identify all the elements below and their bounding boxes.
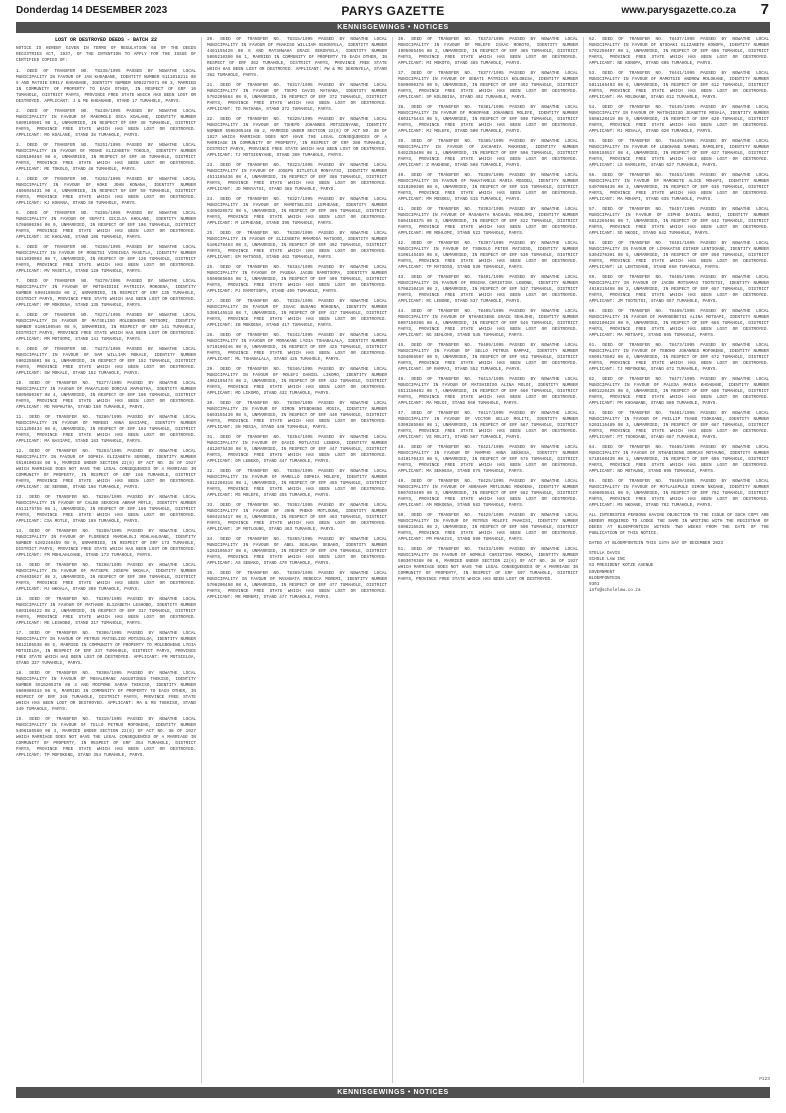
deed-notice-entry: 38. DEED OF TRANSFER NO. T8381/1995 PASSED BY NGWATHE LOCAL MUNICIPALITY IN FAVOUR OF MOKOPANE JOHANNES MOLEFE, IDENTITY NUMBER 4603175443 08 5, UNMARRIED, IN RESPECT OF ERF 500 TUMAHOLE, DISTRICT PARYS, PROVINCE FREE STATE WHICH HAS BEEN LOST OR DESTROYED. APPLICANT: MJ MOLEFE, STAND 500 TUMAHOLE, PARYS. — [398, 105, 578, 134]
deed-notice-entry: 12. DEED OF TRANSFER NO. T8283/1995 PASSED BY NGWATHE LOCAL MUNICIPALITY IN FAVOUR OF SOPHIA ELIZABETH SEROBE, IDENTITY NUMBER 5510100348 08 5, MARRIED UNDER SECTION 22(6) OF ACT NO. 38 OF 1927 WHICH MARRIAGE DOES NOT HAVE THE LEGAL CONSEQUENCES OF A MARRIAGE IN COMMUNITY OF PROPERTY, IN RESPECT OF ERF 166 TUMAHOLE, DISTRICT PARYS, PROVINCE FREE STATE WHICH HAS BEEN LOST OR DESTROYED. APPLICANT: SE SEROBE, STAND 166 TUMAHOLE, PARYS. — [16, 449, 196, 490]
deed-notice-entry: 31. DEED OF TRANSFER NO. T8354/1995 PASSED BY NGWATHE LOCAL MUNICIPALITY IN FAVOUR OF DAVID MOTLATSI LEBEKO, IDENTITY NUMBER 4812075430 08 9, UNMARRIED, IN RESPECT OF ERF 447 TUMAHOLE, DISTRICT PARYS, PROVINCE FREE STATE WHICH HAS BEEN LOST OR DESTROYED. APPLICANT: DM LEBEKO, STAND 447 TUMAHOLE, PARYS. — [207, 435, 387, 464]
deed-notice-entry: 18. DEED OF TRANSFER NO. T8308/1995 PASSED BY NGWATHE LOCAL MUNICIPALITY IN FAVOUR OF MOSALEMANE AUGUSTINUS THEKISO, IDENTITY NUMBER 5510205370 08 3 AND MOIPONE SARAH THEKISO, IDENTITY NUMBER 5609080344 08 9, MARRIED IN COMMUNITY OF PROPERTY TO EACH OTHER, IN RESPECT OF ERF 349 TUMAHOLE, DISTRICT PARYS, PROVINCE FREE STATE WHICH HAS BEEN LOST OR DESTROYED. APPLICANT: MA & MS THEKISO, STAND 349 TUMAHOLE, PARYS. — [16, 671, 196, 712]
deed-notice-entry: 58. DEED OF TRANSFER NO. T8461/1995 PASSED BY NGWATHE LOCAL MUNICIPALITY IN FAVOUR OF LIMAKATSO ESTHER LENTSOANE, IDENTITY NUMBER 5304270391 08 5, UNMARRIED, IN RESPECT OF ERF 650 TUMAHOLE, DISTRICT PARYS, PROVINCE FREE STATE WHICH HAS BEEN LOST OR DESTROYED. APPLICANT: LE LENTSOANE, STAND 650 TUMAHOLE, PARYS. — [589, 241, 769, 270]
deed-notice-entry: 34. DEED OF TRANSFER NO. T8365/1995 PASSED BY NGWATHE LOCAL MUNICIPALITY IN FAVOUR OF ABEL SEHLABA SEBAKO, IDENTITY NUMBER 5203105537 08 6, UNMARRIED, IN RESPECT OF ERF 470 TUMAHOLE, DISTRICT PARYS, PROVINCE FREE STATE WHICH HAS BEEN LOST OR DESTROYED. APPLICANT: AS SEBAKO, STAND 470 TUMAHOLE, PARYS. — [207, 537, 387, 566]
notices-banner-bottom: KENNISGEWINGS • NOTICES — [16, 1087, 770, 1098]
column-divider — [392, 37, 393, 1083]
deed-notice-entry: 36. DEED OF TRANSFER NO. T8373/1995 PASSED BY NGWATHE LOCAL MUNICIPALITY IN FAVOUR OF MOLEFE ISAAC MOKOTO, IDENTITY NUMBER 4905065456 08 2, UNMARRIED, IN RESPECT OF ERF 485 TUMAHOLE, DISTRICT PARYS, PROVINCE FREE STATE WHICH HAS BEEN LOST OR DESTROYED. APPLICANT: MI MOKOTO, STAND 485 TUMAHOLE, PARYS. — [398, 37, 578, 66]
column-divider — [201, 37, 202, 1083]
deed-notice-entry: 45. DEED OF TRANSFER NO. T8409/1995 PASSED BY NGWATHE LOCAL MUNICIPALITY IN FAVOUR OF SELLO PETRUS RAMPAI, IDENTITY NUMBER 5204065507 08 9, UNMARRIED, IN RESPECT OF ERF 552 TUMAHOLE, DISTRICT PARYS, PROVINCE FREE STATE WHICH HAS BEEN LOST OR DESTROYED. APPLICANT: SP RAMPAI, STAND 552 TUMAHOLE, PARYS. — [398, 343, 578, 372]
deed-notice-entry: 42. DEED OF TRANSFER NO. T8397/1995 PASSED BY NGWATHE LOCAL MUNICIPALITY IN FAVOUR OF TSOKOLO PETER MATSOSO, IDENTITY NUMBER 5106145489 08 8, UNMARRIED, IN RESPECT OF ERF 530 TUMAHOLE, DISTRICT PARYS, PROVINCE FREE STATE WHICH HAS BEEN LOST OR DESTROYED. APPLICANT: TP MATSOSO, STAND 530 TUMAHOLE, PARYS. — [398, 241, 578, 270]
column-4 — [589, 37, 769, 1083]
deed-notice-entry: 48. DEED OF TRANSFER NO. T8421/1995 PASSED BY NGWATHE LOCAL MUNICIPALITY IN FAVOUR OF MAMPHO ANNA SEKHESA, IDENTITY NUMBER 5410170433 08 5, UNMARRIED, IN RESPECT OF ERF 575 TUMAHOLE, DISTRICT PARYS, PROVINCE FREE STATE WHICH HAS BEEN LOST OR DESTROYED. APPLICANT: MA SEKHESA, STAND 575 TUMAHOLE, PARYS. — [398, 445, 578, 474]
deed-notice-entry: 13. DEED OF TRANSFER NO. T8288/1995 PASSED BY NGWATHE LOCAL MUNICIPALITY IN FAVOUR OF CALEB SEKOCHE ABRAM MOTLE, IDENTITY NUMBER 4511175755 08 1, UNMARRIED, IN RESPECT OF ERF 169 TUMAHOLE, DISTRICT PARYS, PROVINCE FREE STATE WHICH HAS BEEN LOST OR DESTROYED. APPLICANT: CSA MOTLE, STAND 169 TUMAHOLE, PARYS. — [16, 495, 196, 524]
deed-notice-entry: 15. DEED OF TRANSFER NO. T8298/1995 PASSED BY NGWATHE LOCAL MUNICIPALITY IN FAVOUR OF MATSEPE JOSEPH NKOALA, IDENTITY NUMBER 4704035627 08 3, UNMARRIED, IN RESPECT OF ERF 309 TUMAHOLE, DISTRICT PARYS, PROVINCE FREE STATE WHICH HAS BEEN LOST OR DESTROYED. APPLICANT: MJ NKOALA, STAND 309 TUMAHOLE, PARYS. — [16, 563, 196, 592]
contact-email[interactable]: info@scholelaw.co.za — [589, 588, 641, 594]
deed-notice-entry: 21. DEED OF TRANSFER NO. T8317/1995 PASSED BY NGWATHE LOCAL MUNICIPALITY IN FAVOUR OF TSEPO DAVID MATHABA, IDENTITY NUMBER 5702205664 08 0, UNMARRIED, IN RESPECT OF ERF 372 TUMAHOLE, DISTRICT PARYS, PROVINCE FREE STATE WHICH HAS BEEN LOST OR DESTROYED. APPLICANT: TD MATHABA, STAND 372 TUMAHOLE, PARYS. — [207, 83, 387, 112]
page-header — [0, 0, 786, 22]
deed-notice-entry: 52. DEED OF TRANSFER NO. T8437/1995 PASSED BY NGWATHE LOCAL MUNICIPALITY IN FAVOUR OF NTSOAKI ELIZABETH KONOPA, IDENTITY NUMBER 5702250407 08 1, UNMARRIED, IN RESPECT OF ERF 605 TUMAHOLE, DISTRICT PARYS, PROVINCE FREE STATE WHICH HAS BEEN LOST OR DESTROYED. APPLICANT: NE KONOPA, STAND 605 TUMAHOLE, PARYS. — [589, 37, 769, 66]
deed-notice-entry: 35. DEED OF TRANSFER NO. T8369/1995 PASSED BY NGWATHE LOCAL MUNICIPALITY IN FAVOUR OF MASABATA REBECCA MOREMI, IDENTITY NUMBER 5708200450 08 4, UNMARRIED, IN RESPECT OF ERF 477 TUMAHOLE, DISTRICT PARYS, PROVINCE FREE STATE WHICH HAS BEEN LOST OR DESTROYED. APPLICANT: MR MOREMI, STAND 477 TUMAHOLE, PARYS. — [207, 571, 387, 600]
issue-date: Donderdag 14 DESEMBER 2023 — [16, 5, 168, 16]
deed-notice-entry: 22. DEED OF TRANSFER NO. T8320/1995 PASSED BY NGWATHE LOCAL MUNICIPALITY IN FAVOUR OF TSHEPO JOHANNES MOTSIENYANE, IDENTITY NUMBER 5508305448 08 2, MARRIED UNDER SECTION 22(6) OF ACT NO. 38 OF 1927 WHICH MARRIAGE DOES NOT HAVE THE LEGAL CONSEQUENCES OF A MARRIAGE IN COMMUNITY OF PROPERTY, IN RESPECT OF ERF 380 TUMAHOLE, DISTRICT PARYS, PROVINCE FREE STATE WHICH HAS BEEN LOST OR DESTROYED. APPLICANT: TJ MOTSIENYANE, STAND 380 TUMAHOLE, PARYS. — [207, 117, 387, 158]
column-divider — [583, 37, 584, 1083]
address-line: GOVERNMENT — [589, 569, 615, 575]
deed-notice-entry: 59. DEED OF TRANSFER NO. T8465/1995 PASSED BY NGWATHE LOCAL MUNICIPALITY IN FAVOUR OF JACOB MOTSAMAI TSOTETSI, IDENTITY NUMBER 4910215468 08 2, UNMARRIED, IN RESPECT OF ERF 657 TUMAHOLE, DISTRICT PARYS, PROVINCE FREE STATE WHICH HAS BEEN LOST OR DESTROYED. APPLICANT: JM TSOTETSI, STAND 657 TUMAHOLE, PARYS. — [589, 275, 769, 304]
deed-notice-entry: 54. DEED OF TRANSFER NO. T8445/1995 PASSED BY NGWATHE LOCAL MUNICIPALITY IN FAVOUR OF MATSHIDISO JEANETTE MOSALA, IDENTITY NUMBER 5608120419 08 9, UNMARRIED, IN RESPECT OF ERF 620 TUMAHOLE, DISTRICT PARYS, PROVINCE FREE STATE WHICH HAS BEEN LOST OR DESTROYED. APPLICANT: MJ MOSALA, STAND 620 TUMAHOLE, PARYS. — [589, 105, 769, 134]
address-line: STELLA DAVIS — [589, 551, 620, 556]
deed-notice-entry: 19. DEED OF TRANSFER NO. T8310/1995 PASSED BY NGWATHE LOCAL MUNICIPALITY IN FAVOUR OF TELLO PETRUS MOFOKENG, IDENTITY NUMBER 5406185560 08 4, MARRIED UNDER SECTION 22(6) OF ACT NO. 38 OF 1927 WHICH MARRIAGE DOES NOT HAVE THE LEGAL CONSEQUENCES OF A MARRIAGE IN COMMUNITY OF PROPERTY, IN RESPECT OF ERF 354 TUMAHOLE, DISTRICT PARYS, PROVINCE FREE STATE WHICH HAS BEEN LOST OR DESTROYED. APPLICANT: TP MOFOKENG, STAND 354 TUMAHOLE, PARYS. — [16, 717, 196, 758]
deed-notice-entry: 37. DEED OF TRANSFER NO. T8377/1995 PASSED BY NGWATHE LOCAL MUNICIPALITY IN FAVOUR OF SEBATI PATRICIA KOLOBISA, IDENTITY NUMBER 5509090378 08 0, UNMARRIED, IN RESPECT OF ERF 492 TUMAHOLE, DISTRICT PARYS, PROVINCE FREE STATE WHICH HAS BEEN LOST OR DESTROYED. APPLICANT: SP KOLOBISA, STAND 492 TUMAHOLE, PARYS. — [398, 71, 578, 100]
deed-notice-entry: 53. DEED OF TRANSFER NO. T8441/1995 PASSED BY NGWATHE LOCAL MUNICIPALITY IN FAVOUR OF MAMOTSIE ANDREW MOLOKANE, IDENTITY NUMBER 5011165493 08 6, UNMARRIED, IN RESPECT OF ERF 612 TUMAHOLE, DISTRICT PARYS, PROVINCE FREE STATE WHICH HAS BEEN LOST OR DESTROYED. APPLICANT: MA MOLOKANE, STAND 612 TUMAHOLE, PARYS. — [589, 71, 769, 100]
deed-notice-entry: 32. DEED OF TRANSFER NO. T8358/1995 PASSED BY NGWATHE LOCAL MUNICIPALITY IN FAVOUR OF MAMELLO SOPHIA MOLEFE, IDENTITY NUMBER 5812260318 08 1, UNMARRIED, IN RESPECT OF ERF 455 TUMAHOLE, DISTRICT PARYS, PROVINCE FREE STATE WHICH HAS BEEN LOST OR DESTROYED. APPLICANT: MS MOLEFE, STAND 455 TUMAHOLE, PARYS. — [207, 469, 387, 498]
deed-notice-entry: 23. DEED OF TRANSFER NO. T8323/1995 PASSED BY NGWATHE LOCAL MUNICIPALITY IN FAVOUR OF JOSEPH DITLOTLO MONYATSI, IDENTITY NUMBER 4511105436 08 4, UNMARRIED, IN RESPECT OF ERF 388 TUMAHOLE, DISTRICT PARYS, PROVINCE FREE STATE WHICH HAS BEEN LOST OR DESTROYED. APPLICANT: JD MONYATSI, STAND 388 TUMAHOLE, PARYS. — [207, 163, 387, 192]
page-number: 7 — [760, 1, 769, 18]
deed-notice-entry: 61. DEED OF TRANSFER NO. T8473/1995 PASSED BY NGWATHE LOCAL MUNICIPALITY IN FAVOUR OF TEBOHO JOHANNES MOFOKENG, IDENTITY NUMBER 5509175502 08 8, UNMARRIED, IN RESPECT OF ERF 672 TUMAHOLE, DISTRICT PARYS, PROVINCE FREE STATE WHICH HAS BEEN LOST OR DESTROYED. APPLICANT: TJ MOFOKENG, STAND 672 TUMAHOLE, PARYS. — [589, 343, 769, 372]
deed-notice-entry: 47. DEED OF TRANSFER NO. T8417/1995 PASSED BY NGWATHE LOCAL MUNICIPALITY IN FAVOUR OF VICTOR SELLO MOLITI, IDENTITY NUMBER 5309285508 08 1, UNMARRIED, IN RESPECT OF ERF 567 TUMAHOLE, DISTRICT PARYS, PROVINCE FREE STATE WHICH HAS BEEN LOST OR DESTROYED. APPLICANT: VS MOLITI, STAND 567 TUMAHOLE, PARYS. — [398, 411, 578, 440]
deed-notice-entry: 63. DEED OF TRANSFER NO. T8481/1995 PASSED BY NGWATHE LOCAL MUNICIPALITY IN FAVOUR OF PHILLIP THABO TSOKOANE, IDENTITY NUMBER 5203115489 08 3, UNMARRIED, IN RESPECT OF ERF 687 TUMAHOLE, DISTRICT PARYS, PROVINCE FREE STATE WHICH HAS BEEN LOST OR DESTROYED. APPLICANT: PT TSOKOANE, STAND 687 TUMAHOLE, PARYS. — [589, 411, 769, 440]
deed-notice-entry: 27. DEED OF TRANSFER NO. T8338/1995 PASSED BY NGWATHE LOCAL MUNICIPALITY IN FAVOUR OF ISAAC BUSANG MOKOENA, IDENTITY NUMBER 5308145519 08 7, UNMARRIED, IN RESPECT OF ERF 417 TUMAHOLE, DISTRICT PARYS, PROVINCE FREE STATE WHICH HAS BEEN LOST OR DESTROYED. APPLICANT: IB MOKOENA, STAND 417 TUMAHOLE, PARYS. — [207, 299, 387, 328]
deed-notice-entry: 39. DEED OF TRANSFER NO. T8385/1995 PASSED BY NGWATHE LOCAL MUNICIPALITY IN FAVOUR OF ZACHARIA MAKHENE, IDENTITY NUMBER 5402255498 08 1, UNMARRIED, IN RESPECT OF ERF 508 TUMAHOLE, DISTRICT PARYS, PROVINCE FREE STATE WHICH HAS BEEN LOST OR DESTROYED. APPLICANT: Z MAKHENE, STAND 508 TUMAHOLE, PARYS. — [398, 139, 578, 168]
deed-notice-entry: 55. DEED OF TRANSFER NO. T8449/1995 PASSED BY NGWATHE LOCAL MUNICIPALITY IN FAVOUR OF LEBOHANG SAMUEL RAMOLEFE, IDENTITY NUMBER 5505195517 08 4, UNMARRIED, IN RESPECT OF ERF 627 TUMAHOLE, DISTRICT PARYS, PROVINCE FREE STATE WHICH HAS BEEN LOST OR DESTROYED. APPLICANT: LS RAMOLEFE, STAND 627 TUMAHOLE, PARYS. — [589, 139, 769, 168]
deed-notice-entry: 49. DEED OF TRANSFER NO. T8425/1995 PASSED BY NGWATHE LOCAL MUNICIPALITY IN FAVOUR OF ABRAHAM MOTLOUNG MOKOENA, IDENTITY NUMBER 5007035499 08 3, UNMARRIED, IN RESPECT OF ERF 582 TUMAHOLE, DISTRICT PARYS, PROVINCE FREE STATE WHICH HAS BEEN LOST OR DESTROYED. APPLICANT: AM MOKOENA, STAND 582 TUMAHOLE, PARYS. — [398, 479, 578, 508]
deed-notice-entry: 50. DEED OF TRANSFER NO. T8429/1995 PASSED BY NGWATHE LOCAL MUNICIPALITY IN FAVOUR OF PETRUS MOLEFI PHAKISI, IDENTITY NUMBER 5608215531 08 2, UNMARRIED, IN RESPECT OF ERF 590 TUMAHOLE, DISTRICT PARYS, PROVINCE FREE STATE WHICH HAS BEEN LOST OR DESTROYED. APPLICANT: PM PHAKISI, STAND 590 TUMAHOLE, PARYS. — [398, 513, 578, 542]
deed-notice-entry: 20. DEED OF TRANSFER NO. T8315/1995 PASSED BY NGWATHE LOCAL MUNICIPALITY IN FAVOUR OF PHAKISO WILLIAM SEKONYELA, IDENTITY NUMBER 4401155420 08 6 AND MATSHWAHA GRACE SEKONYELA, IDENTITY NUMBER 5005210350 08 1, MARRIED IN COMMUNITY OF PROPERTY TO EACH OTHER, IN RESPECT OF ERF 362 TUMAHOLE, DISTRICT PARYS, PROVINCE FREE STATE WHICH HAS BEEN LOST OR DESTROYED. APPLICANT: PW & MG SEKONYELA, STAND 362 TUMAHOLE, PARYS. — [207, 37, 387, 78]
notice-intro: NOTICE IS HEREBY GIVEN IN TERMS OF REGULATION 68 OF THE DEEDS REGISTRIES ACT, 1937, OF THE INTENTION TO APPLY FOR THE ISSUE OF CERTIFIED COPIES OF: — [16, 46, 196, 63]
address-line: 9301 — [589, 582, 600, 588]
objection-notice: ALL INTERESTED PERSONS HAVING OBJECTION TO THE ISSUE OF SUCH COPY ARE HEREBY REQUIRED TO LODGE THE SAME IN WRITING WITH THE REGISTRAR OF DEEDS AT BLOEMFONTEIN WITHIN TWO WEEKS FROM THE DATE OF THE PUBLICATION OF THIS NOTICE. — [589, 513, 769, 536]
applicant-address — [589, 551, 769, 594]
deed-notice-entry: 65. DEED OF TRANSFER NO. T8489/1995 PASSED BY NGWATHE LOCAL MUNICIPALITY IN FAVOUR OF MOTLALEPULE SIMON NKOANE, IDENTITY NUMBER 5406055541 08 9, UNMARRIED, IN RESPECT OF ERF 702 TUMAHOLE, DISTRICT PARYS, PROVINCE FREE STATE WHICH HAS BEEN LOST OR DESTROYED. APPLICANT: MS NKOANE, STAND 702 TUMAHOLE, PARYS. — [589, 479, 769, 508]
deed-notice-entry: 24. DEED OF TRANSFER NO. T8327/1995 PASSED BY NGWATHE LOCAL MUNICIPALITY IN FAVOUR OF MAMOTSELISI LEPHEANE, IDENTITY NUMBER 5405020572 08 5, UNMARRIED, IN RESPECT OF ERF 395 TUMAHOLE, DISTRICT PARYS, PROVINCE FREE STATE WHICH HAS BEEN LOST OR DESTROYED. APPLICANT: M LEPHEANE, STAND 395 TUMAHOLE, PARYS. — [207, 197, 387, 226]
address-line: 53 PRESIDENT KOTZE AVENUE — [589, 563, 654, 569]
deed-notice-entry: 17. DEED OF TRANSFER NO. T8306/1995 PASSED BY NGWATHE LOCAL MUNICIPALITY IN FAVOUR OF PETRUS MATSELISO MOTSIELOA, IDENTITY NUMBER 5612105538 08 5, MARRIED IN COMMUNITY OF PROPERTY TO MOLEBOHENG LYDIA MOTSIELOA, IN RESPECT OF ERF 337 TUMAHOLE, DISTRICT PARYS, PROVINCE FREE STATE WHICH HAS BEEN LOST OR DESTROYED. APPLICANT: PM MOTSIELOA, STAND 337 TUMAHOLE, PARYS. — [16, 631, 196, 666]
deed-notice-entry: 5. DEED OF TRANSFER NO. T8265/1995 PASSED BY NGWATHE LOCAL MUNICIPALITY IN FAVOUR OF SEPATI CECILIA KHOLANE, IDENTITY NUMBER 5708080394 08 0, UNMARRIED, IN RESPECT OF ERF 106 TUMAHOLE, DISTRICT PARYS, PROVINCE FREE STATE WHICH HAS BEEN LOST OR DESTROYED. APPLICANT: SC KHOLANE, STAND 106 TUMAHOLE, PARYS. — [16, 211, 196, 240]
address-line: BLOEMFONTEIN — [589, 575, 620, 581]
deed-notice-entry: 14. DEED OF TRANSFER NO. T8289/1995 PASSED BY NGWATHE LOCAL MUNICIPALITY IN FAVOUR OF FLORENCE MAMOHLOLI MOHLAHLOANE, IDENTITY NUMBER 5202240459 08 0, UNMARRIED, IN RESPECT OF ERF 173 TUMAHOLE, DISTRICT PARYS, PROVINCE FREE STATE WHICH HAS BEEN LOST OR DESTROYED. APPLICANT: FM MOHLAHLOANE, STAND 173 TUMAHOLE, PARYS. — [16, 529, 196, 558]
deed-notice-entry: 46. DEED OF TRANSFER NO. T8413/1995 PASSED BY NGWATHE LOCAL MUNICIPALITY IN FAVOUR OF MATSHIDISO ALINA MOLOI, IDENTITY NUMBER 5511150402 08 7, UNMARRIED, IN RESPECT OF ERF 560 TUMAHOLE, DISTRICT PARYS, PROVINCE FREE STATE WHICH HAS BEEN LOST OR DESTROYED. APPLICANT: MA MOLOI, STAND 560 TUMAHOLE, PARYS. — [398, 377, 578, 406]
column-2 — [207, 37, 387, 1083]
deed-notice-entry: 2. DEED OF TRANSFER NO. T8240/1995 PASSED BY NGWATHE LOCAL MUNICIPALITY IN FAVOUR OF MAKOMOLE OSCA KOALANE, IDENTITY NUMBER 5609105901 08 3, UNMARRIED, IN RESPECT OF ERF 38 TUMAHOLE, DISTRICT PARYS, PROVINCE FREE STATE WHICH HAS BEEN LOST OR DESTROYED. APPLICANT: MO KOALANE, STAND 38 TUMAHOLE, PARYS. — [16, 109, 196, 138]
deed-notice-entry: 4. DEED OF TRANSFER NO. T8262/1995 PASSED BY NGWATHE LOCAL MUNICIPALITY IN FAVOUR OF KOKE JOHN KONANA, IDENTITY NUMBER 4605045431 08 4, UNMARRIED, IN RESPECT OF ERF 59 TUMAHOLE, DISTRICT PARYS, PROVINCE FREE STATE WHICH HAS BEEN LOST OR DESTROYED. APPLICANT: KJ KONANA, STAND 59 TUMAHOLE, PARYS. — [16, 177, 196, 206]
deed-notice-entry: 16. DEED OF TRANSFER NO. T8299/1995 PASSED BY NGWATHE LOCAL MUNICIPALITY IN FAVOUR OF MATHABO ELIZABETH LESHOBO, IDENTITY NUMBER 5603190422 08 2, UNMARRIED, IN RESPECT OF ERF 317 TUMAHOLE, DISTRICT PARYS, PROVINCE FREE STATE WHICH HAS BEEN LOST OR DESTROYED. APPLICANT: ME LESHOBO, STAND 317 TUMAHOLE, PARYS. — [16, 597, 196, 626]
deed-notice-entry: 6. DEED OF TRANSFER NO. T8266/1995 PASSED BY NGWATHE LOCAL MUNICIPALITY IN FAVOUR OF MOSETSI VIRGINIA MASETLA, IDENTITY NUMBER 5811030903 08 7, UNMARRIED, IN RESPECT OF ERF 120 TUMAHOLE, DISTRICT PARYS, PROVINCE FREE STATE WHICH HAS BEEN LOST OR DESTROYED. APPLICANT: MV MASETLA, STAND 120 TUMAHOLE, PARYS. — [16, 245, 196, 274]
notice-reference: P123 — [759, 1077, 770, 1082]
deed-notice-entry: 7. DEED OF TRANSFER NO. T8270/1995 PASSED BY NGWATHE LOCAL MUNICIPALITY IN FAVOUR OF MOTSHIDISI PATRICIA MOKOENA, IDENTITY NUMBER 5904150838 08 2, UNMARRIED, IN RESPECT OF ERF 135 TUMAHOLE, DISTRICT PARYS, PROVINCE FREE STATE WHICH HAS BEEN LOST OR DESTROYED. APPLICANT: MP MOKOENA, STAND 135 TUMAHOLE, PARYS. — [16, 279, 196, 308]
deed-notice-entry: 40. DEED OF TRANSFER NO. T8389/1995 PASSED BY NGWATHE LOCAL MUNICIPALITY IN FAVOUR OF MAKATAMELE MARIA MOSOEU, IDENTITY NUMBER 5310200380 08 6, UNMARRIED, IN RESPECT OF ERF 515 TUMAHOLE, DISTRICT PARYS, PROVINCE FREE STATE WHICH HAS BEEN LOST OR DESTROYED. APPLICANT: MM MOSOEU, STAND 515 TUMAHOLE, PARYS. — [398, 173, 578, 202]
column-1 — [16, 37, 196, 1083]
address-line: SCHOLE LAW INC — [589, 557, 626, 563]
deed-notice-entry: 1. DEED OF TRANSFER NO. T8238/1995 PASSED BY NGWATHE LOCAL MUNICIPALITY IN FAVOUR OF JAN KHOABANE, IDENTITY NUMBER 5111015211 08 5 AND MATSIE EMILY KHOABANE, IDENTITY NUMBER 5002270371 08 3, MARRIED IN COMMUNITY OF PROPERTY TO EACH OTHER, IN RESPECT OF ERF 10 TUMAHOLE, DISTRICT PARYS, PROVINCE FREE STATE WHICH HAS BEEN LOST OR DESTROYED. APPLICANT: J & ME KHOABANE, STAND 17 TUMAHOLE, PARYS. — [16, 69, 196, 104]
deed-notice-entry: 41. DEED OF TRANSFER NO. T8393/1995 PASSED BY NGWATHE LOCAL MUNICIPALITY IN FAVOUR OF MASABATA RACHAEL MOHLOMI, IDENTITY NUMBER 5604150375 08 3, UNMARRIED, IN RESPECT OF ERF 522 TUMAHOLE, DISTRICT PARYS, PROVINCE FREE STATE WHICH HAS BEEN LOST OR DESTROYED. APPLICANT: MR MOHLOMI, STAND 522 TUMAHOLE, PARYS. — [398, 207, 578, 236]
deed-notice-entry: 3. DEED OF TRANSFER NO. T8251/1995 PASSED BY NGWATHE LOCAL MUNICIPALITY IN FAVOUR OF MOSHE ELIZABETH TOKOLO, IDENTITY NUMBER 5205190484 08 6, UNMARRIED, IN RESPECT OF ERF 46 TUMAHOLE, DISTRICT PARYS, PROVINCE FREE STATE WHICH HAS BEEN LOST OR DESTROYED. APPLICANT: ME TOKOLO, STAND 46 TUMAHOLE, PARYS. — [16, 143, 196, 172]
deed-notice-entry: 25. DEED OF TRANSFER NO. T8330/1995 PASSED BY NGWATHE LOCAL MUNICIPALITY IN FAVOUR OF ELIZABETH MMAMOSA MATSOSO, IDENTITY NUMBER 5106270463 08 3, UNMARRIED, IN RESPECT OF ERF 402 TUMAHOLE, DISTRICT PARYS, PROVINCE FREE STATE WHICH HAS BEEN LOST OR DESTROYED. APPLICANT: EM MATSOSO, STAND 402 TUMAHOLE, PARYS. — [207, 231, 387, 260]
deed-notice-entry: 26. DEED OF TRANSFER NO. T8334/1995 PASSED BY NGWATHE LOCAL MUNICIPALITY IN FAVOUR OF PASEKA JACOB RAMOTSOPA, IDENTITY NUMBER 5506085694 08 1, UNMARRIED, IN RESPECT OF ERF 409 TUMAHOLE, DISTRICT PARYS, PROVINCE FREE STATE WHICH HAS BEEN LOST OR DESTROYED. APPLICANT: PJ RAMOTSOPA, STAND 409 TUMAHOLE, PARYS. — [207, 265, 387, 294]
website-link[interactable]: www.parysgazette.co.za — [621, 5, 736, 16]
deed-notice-entry: 51. DEED OF TRANSFER NO. T8433/1995 PASSED BY NGWATHE LOCAL MUNICIPALITY IN FAVOUR OF NOMHLE CHRISTINA MOKOKA, IDENTITY NUMBER 5903070388 08 6, MARRIED UNDER SECTION 22(6) OF ACT NO. 38 OF 1927 WHICH MARRIAGE DOES NOT HAVE THE LEGAL CONSEQUENCES OF A MARRIAGE IN COMMUNITY OF PROPERTY, IN RESPECT OF ERF 597 TUMAHOLE, DISTRICT PARYS, PROVINCE FREE STATE WHICH HAS BEEN LOST OR DESTROYED. — [398, 547, 578, 582]
deed-notice-entry: 11. DEED OF TRANSFER NO. T8280/1995 PASSED BY NGWATHE LOCAL MUNICIPALITY IN FAVOUR OF MOREBI ANNA BASIAMI, IDENTITY NUMBER 5211250434 08 8, UNMARRIED, IN RESPECT OF ERF 163 TUMAHOLE, DISTRICT PARYS, PROVINCE FREE STATE WHICH HAS BEEN LOST OR DESTROYED. APPLICANT: MA BASIAMI, STAND 163 TUMAHOLE, PARYS. — [16, 415, 196, 444]
notice-heading: LOST OR DESTROYED DEEDS - BATCH 22 — [54, 37, 158, 43]
deed-notice-entry: 30. DEED OF TRANSFER NO. T8350/1995 PASSED BY NGWATHE LOCAL MUNICIPALITY IN FAVOUR OF SIMON NTEBOHENG MOSIA, IDENTITY NUMBER 5603155439 08 5, UNMARRIED, IN RESPECT OF ERF 440 TUMAHOLE, DISTRICT PARYS, PROVINCE FREE STATE WHICH HAS BEEN LOST OR DESTROYED. APPLICANT: SN MOSIA, STAND 440 TUMAHOLE, PARYS. — [207, 401, 387, 430]
deed-notice-entry: 43. DEED OF TRANSFER NO. T8401/1995 PASSED BY NGWATHE LOCAL MUNICIPALITY IN FAVOUR OF ROSINA CHRISTINA LEBONE, IDENTITY NUMBER 5708210410 08 2, UNMARRIED, IN RESPECT OF ERF 537 TUMAHOLE, DISTRICT PARYS, PROVINCE FREE STATE WHICH HAS BEEN LOST OR DESTROYED. APPLICANT: RC LEBONE, STAND 537 TUMAHOLE, PARYS. — [398, 275, 578, 304]
notices-banner-top: KENNISGEWINGS • NOTICES — [16, 22, 770, 33]
dated-line: DATED AT BLOEMFONTEIN THIS 14TH DAY OF DECEMBER 2023 — [589, 541, 724, 546]
deed-notice-entry: 8. DEED OF TRANSFER NO. T8271/1995 PASSED BY NGWATHE LOCAL MUNICIPALITY IN FAVOUR OF MATSELISO MOLEBOHENG MOTSOMI, IDENTITY NUMBER 6106160546 08 9, UNMARRIED, IN RESPECT OF ERF 141 TUMAHOLE, DISTRICT PARYS, PROVINCE FREE STATE WHICH HAS BEEN LOST OR DESTROYED. APPLICANT: MM MOTSOMI, STAND 141 TUMAHOLE, PARYS. — [16, 313, 196, 342]
deed-notice-entry: 28. DEED OF TRANSFER NO. T8342/1995 PASSED BY NGWATHE LOCAL MUNICIPALITY IN FAVOUR OF MORAKANE LYDIA TSHABALALA, IDENTITY NUMBER 5710100446 08 0, UNMARRIED, IN RESPECT OF ERF 425 TUMAHOLE, DISTRICT PARYS, PROVINCE FREE STATE WHICH HAS BEEN LOST OR DESTROYED. APPLICANT: ML TSHABALALA, STAND 425 TUMAHOLE, PARYS. — [207, 333, 387, 362]
deed-notice-entry: 44. DEED OF TRANSFER NO. T8405/1995 PASSED BY NGWATHE LOCAL MUNICIPALITY IN FAVOUR OF NTHABISENG GRACE SEHLOHO, IDENTITY NUMBER 6007150366 08 4, UNMARRIED, IN RESPECT OF ERF 545 TUMAHOLE, DISTRICT PARYS, PROVINCE FREE STATE WHICH HAS BEEN LOST OR DESTROYED. APPLICANT: NG SEHLOHO, STAND 545 TUMAHOLE, PARYS. — [398, 309, 578, 338]
deed-notice-entry: 33. DEED OF TRANSFER NO. T8362/1995 PASSED BY NGWATHE LOCAL MUNICIPALITY IN FAVOUR OF JOHN PHEKO MOTLOUNG, IDENTITY NUMBER 5004245417 08 3, UNMARRIED, IN RESPECT OF ERF 463 TUMAHOLE, DISTRICT PARYS, PROVINCE FREE STATE WHICH HAS BEEN LOST OR DESTROYED. APPLICANT: JP MOTLOUNG, STAND 463 TUMAHOLE, PARYS. — [207, 503, 387, 532]
deed-notice-entry: 60. DEED OF TRANSFER NO. T8469/1995 PASSED BY NGWATHE LOCAL MUNICIPALITY IN FAVOUR OF MAMOSEBETSI ALINA MOTSAPI, IDENTITY NUMBER 5602100428 08 0, UNMARRIED, IN RESPECT OF ERF 665 TUMAHOLE, DISTRICT PARYS, PROVINCE FREE STATE WHICH HAS BEEN LOST OR DESTROYED. APPLICANT: MA MOTSAPI, STAND 665 TUMAHOLE, PARYS. — [589, 309, 769, 338]
deed-notice-entry: 64. DEED OF TRANSFER NO. T8485/1995 PASSED BY NGWATHE LOCAL MUNICIPALITY IN FAVOUR OF NTHABISENG DORCAS MOTAUNG, IDENTITY NUMBER 5710160439 08 1, UNMARRIED, IN RESPECT OF ERF 695 TUMAHOLE, DISTRICT PARYS, PROVINCE FREE STATE WHICH HAS BEEN LOST OR DESTROYED. APPLICANT: ND MOTAUNG, STAND 695 TUMAHOLE, PARYS. — [589, 445, 769, 474]
masthead: PARYS GAZETTE — [341, 4, 445, 18]
deed-notice-entry: 10. DEED OF TRANSFER NO. T8277/1995 PASSED BY NGWATHE LOCAL MUNICIPALITY IN FAVOUR OF MAKATLEHO DORCAS MAPHUTHA, IDENTITY NUMBER 5605080367 08 4, UNMARRIED, IN RESPECT OF ERF 160 TUMAHOLE, DISTRICT PARYS, PROVINCE FREE STATE WHICH HAS BEEN LOST OR DESTROYED. APPLICANT: MD MAPHUTHA, STAND 160 TUMAHOLE, PARYS. — [16, 381, 196, 410]
deed-notice-entry: 56. DEED OF TRANSFER NO. T8453/1995 PASSED BY NGWATHE LOCAL MUNICIPALITY IN FAVOUR OF MAMOKETE ALICE MOHAPI, IDENTITY NUMBER 5407080430 08 3, UNMARRIED, IN RESPECT OF ERF 635 TUMAHOLE, DISTRICT PARYS, PROVINCE FREE STATE WHICH HAS BEEN LOST OR DESTROYED. APPLICANT: MA MOHAPI, STAND 635 TUMAHOLE, PARYS. — [589, 173, 769, 202]
deed-notice-entry: 62. DEED OF TRANSFER NO. T8477/1995 PASSED BY NGWATHE LOCAL MUNICIPALITY IN FAVOUR OF PALESA MARIA KHOABANE, IDENTITY NUMBER 6001220425 08 6, UNMARRIED, IN RESPECT OF ERF 680 TUMAHOLE, DISTRICT PARYS, PROVINCE FREE STATE WHICH HAS BEEN LOST OR DESTROYED. APPLICANT: PM KHOABANE, STAND 680 TUMAHOLE, PARYS. — [589, 377, 769, 406]
deed-notice-entry: 57. DEED OF TRANSFER NO. T8457/1995 PASSED BY NGWATHE LOCAL MUNICIPALITY IN FAVOUR OF SIPHO DANIEL NKOSI, IDENTITY NUMBER 5812265496 08 7, UNMARRIED, IN RESPECT OF ERF 642 TUMAHOLE, DISTRICT PARYS, PROVINCE FREE STATE WHICH HAS BEEN LOST OR DESTROYED. APPLICANT: SD NKOSI, STAND 642 TUMAHOLE, PARYS. — [589, 207, 769, 236]
deed-notice-entry: 9. DEED OF TRANSFER NO. T8273/1995 PASSED BY NGWATHE LOCAL MUNICIPALITY IN FAVOUR OF SAM WILLIAM MOKALE, IDENTITY NUMBER 5902255601 08 1, UNMARRIED, IN RESPECT OF ERF 152 TUMAHOLE, DISTRICT PARYS, PROVINCE FREE STATE WHICH HAS BEEN LOST OR DESTROYED. APPLICANT: SW MOKALE, STAND 152 TUMAHOLE, PARYS. — [16, 347, 196, 376]
notices-columns — [16, 37, 770, 1083]
column-3 — [398, 37, 578, 1083]
deed-notice-entry: 29. DEED OF TRANSFER NO. T8346/1995 PASSED BY NGWATHE LOCAL MUNICIPALITY IN FAVOUR OF MOLEFI DANIEL LIKOMO, IDENTITY NUMBER 4902195474 08 2, UNMARRIED, IN RESPECT OF ERF 432 TUMAHOLE, DISTRICT PARYS, PROVINCE FREE STATE WHICH HAS BEEN LOST OR DESTROYED. APPLICANT: MD LIKOMO, STAND 432 TUMAHOLE, PARYS. — [207, 367, 387, 396]
